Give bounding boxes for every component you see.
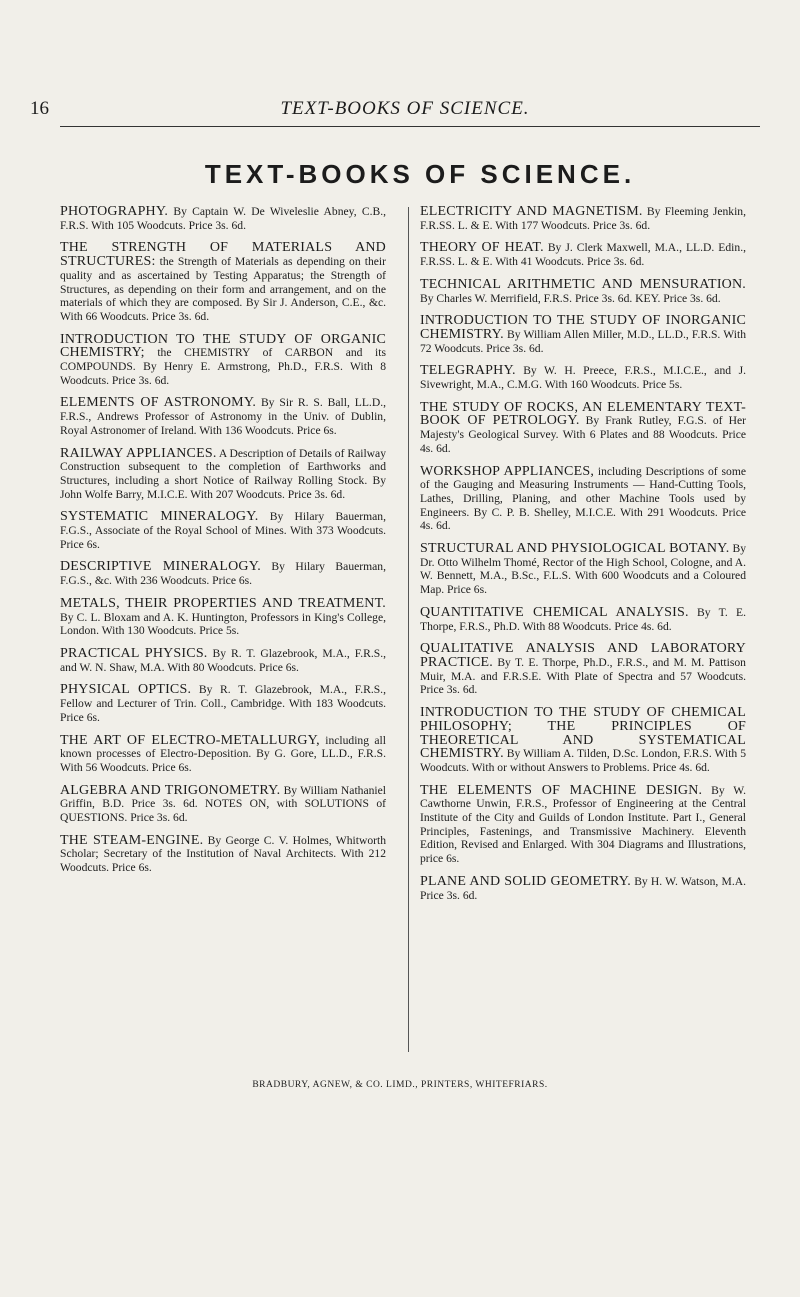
book-entry <box>420 606 746 633</box>
book-description: By Dr. Otto Wilhelm Thomé, Rector of the High School, Cologne, and A. W. Bennett, M.A., B.Sc., F.L.S. With 600 Woodcuts and a Coloured Map. Price 6s. <box>420 542 746 597</box>
book-description: A Description of Details of Railway Construction subsequent to the completion of Earthworks and Structures, including a short Notice of Railway Rolling Stock. By John Wolfe Barry, M.I.C.E. With 207 Woodcuts. Price 3s. 6d. <box>60 446 387 501</box>
book-entry <box>60 597 386 638</box>
book-title: QUANTITATIVE CHEMICAL ANALYSIS. <box>420 604 689 620</box>
book-title: ALGEBRA AND TRIGONOMETRY. <box>60 782 281 798</box>
book-description: By Charles W. Merrifield, F.R.S. Price 3s. 6d. KEY. Price 3s. 6d. <box>420 291 721 305</box>
book-description: By Captain W. De Wiveleslie Abney, C.B., F.R.S. With 105 Woodcuts. Price 3s. 6d. <box>60 205 387 232</box>
book-entry <box>60 734 386 775</box>
book-description: By W. H. Preece, F.R.S., M.I.C.E., and J. Sivewright, M.A., C.M.G. With 160 Woodcuts. Price 5s. <box>420 364 746 392</box>
book-title: METALS, THEIR PROPERTIES AND TREATMENT. <box>60 595 386 611</box>
book-title: ELEMENTS OF ASTRONOMY. <box>60 395 257 411</box>
book-description: By R. T. Glazebrook, M.A., F.R.S., Fellow and Lecturer of Trin. Coll., Cambridge. With 183 Woodcuts. Price 6s. <box>60 683 386 724</box>
book-title: QUALITATIVE ANALYSIS AND LABORATORY PRACTICE. <box>420 641 746 670</box>
left-column <box>60 205 386 884</box>
book-description: By H. W. Watson, M.A. Price 3s. 6d. <box>420 874 746 902</box>
book-description: including all known processes of Electro-Deposition. By G. Gore, LL.D., F.R.S. With 56 Woodcuts. Price 6s. <box>60 733 386 774</box>
book-entry <box>420 314 746 355</box>
book-entry <box>60 241 386 323</box>
page-header <box>30 98 780 128</box>
book-entry <box>60 333 386 388</box>
book-description: By Hilary Bauerman, F.G.S., Associate of the Royal School of Mines. With 373 Woodcuts. Price 6s. <box>60 510 386 551</box>
book-description: By C. L. Bloxam and A. K. Huntington, Professors in King's College, London. With 130 Woodcuts. Price 5s. <box>60 610 386 638</box>
book-title: PLANE AND SOLID GEOMETRY. <box>420 873 631 889</box>
book-title: THEORY OF HEAT. <box>420 240 544 256</box>
book-entry <box>420 706 746 775</box>
book-title: ELECTRICITY AND MAGNETISM. <box>420 204 643 219</box>
book-entry <box>420 542 746 597</box>
book-entry <box>420 465 746 534</box>
column-divider <box>408 207 409 1052</box>
book-title: INTRODUCTION TO THE STUDY OF INORGANIC CHEMISTRY. <box>420 313 746 342</box>
book-title: THE STRENGTH OF MATERIALS AND STRUCTURES: <box>60 240 386 270</box>
book-description: By W. Cawthorne Unwin, F.R.S., Professor of Engineering at the Central Institute of the City and Guilds of London Institute. Part I., General Principles, Fastenings, and Transmissive Machinery. Eleventh Edition, Revised and Enlarged. With 304 Diagrams and Illustrations, price 6s. <box>420 783 747 866</box>
printer-imprint: BRADBURY, AGNEW, & CO. LIMD., PRINTERS, WHITEFRIARS. <box>252 1080 548 1090</box>
book-description: the Strength of Materials as depending on their quality and as ascertained by Testing Apparatus; the Strength of Structures, as depending on their form and arrangement, and on the materials of which they are composed. By Sir J. Anderson, C.E., &c. With 66 Woodcuts. Price 3s. 6d. <box>60 255 386 323</box>
book-title: STRUCTURAL AND PHYSIOLOGICAL BOTANY. <box>420 541 730 557</box>
book-entry <box>420 642 746 697</box>
book-entry <box>60 396 386 437</box>
right-column <box>420 205 746 911</box>
book-title: TELEGRAPHY. <box>420 363 516 379</box>
book-title: WORKSHOP APPLIANCES, <box>420 463 595 479</box>
book-title: PRACTICAL PHYSICS. <box>60 645 208 661</box>
book-description: By R. T. Glazebrook, M.A., F.R.S., and W. N. Shaw, M.A. With 80 Woodcuts. Price 6s. <box>60 646 386 674</box>
book-title: PHYSICAL OPTICS. <box>60 682 192 698</box>
book-entry <box>60 784 386 825</box>
main-title: TEXT-BOOKS OF SCIENCE. <box>204 159 636 189</box>
book-entry <box>420 401 746 456</box>
book-entry <box>60 647 386 674</box>
book-title: INTRODUCTION TO THE STUDY OF ORGANIC CHEMISTRY; <box>60 331 386 361</box>
running-title: TEXT-BOOKS OF SCIENCE. <box>280 98 530 119</box>
page-number: 16 <box>30 98 49 119</box>
book-description: By George C. V. Holmes, Whitworth Scholar; Secretary of the Institution of Naval Architects. With 212 Woodcuts. Price 6s. <box>60 833 386 875</box>
book-description: the CHEMISTRY of CARBON and its COMPOUNDS. By Henry E. Armstrong, Ph.D., F.R.S. With 8 Woodcuts. Price 3s. 6d. <box>60 346 386 387</box>
book-entry <box>420 364 746 391</box>
book-title: TECHNICAL ARITHMETIC AND MENSURATION. <box>420 276 746 292</box>
book-title: INTRODUCTION TO THE STUDY OF CHEMICAL PHILOSOPHY; THE PRINCIPLES OF THEORETICAL AND SYSTEMATICAL CHEMISTRY. <box>420 705 746 762</box>
book-entry <box>420 278 746 305</box>
book-description: By Sir R. S. Ball, LL.D., F.R.S., Andrews Professor of Astronomy in the Univ. of Dublin, Royal Astronomer of Ireland. With 136 Woodcuts. Price 6s. <box>60 396 387 437</box>
book-description: By Frank Rutley, F.G.S. of Her Majesty's Geological Survey. With 6 Plates and 88 Woodcuts. Price 4s. 6d. <box>420 414 746 455</box>
book-title: RAILWAY APPLIANCES. <box>60 445 217 461</box>
book-description: By William A. Tilden, D.Sc. London, F.R.S. With 5 Woodcuts. With or without Answers to Problems. Price 4s. 6d. <box>420 747 746 774</box>
book-entry <box>60 560 386 587</box>
book-entry <box>60 683 386 724</box>
book-description: By T. E. Thorpe, F.R.S., Ph.D. With 88 Woodcuts. Price 4s. 6d. <box>420 605 747 633</box>
book-description: By J. Clerk Maxwell, M.A., LL.D. Edin., F.R.SS. L. & E. With 41 Woodcuts. Price 3s. 6d. <box>420 241 746 269</box>
header-rule <box>60 126 760 127</box>
book-title: THE STEAM-ENGINE. <box>60 832 204 848</box>
book-title: DESCRIPTIVE MINERALOGY. <box>60 559 261 575</box>
book-description: including Descriptions of some of the Gauging and Measuring Instruments — Hand-Cutting Tools, Lathes, Drilling, Planing, and other Machine Tools used by Engineers. By C. P. B. Shelley, M.I.C.E. With 291 Woodcuts. Price 4s. 6d. <box>420 464 746 533</box>
book-entry <box>420 241 746 268</box>
book-entry <box>60 205 386 232</box>
book-description: By Hilary Bauerman, F.G.S., &c. With 236 Woodcuts. Price 6s. <box>60 560 386 588</box>
book-title: SYSTEMATIC MINERALOGY. <box>60 509 259 525</box>
book-entry <box>60 510 386 551</box>
book-entry <box>420 784 746 866</box>
book-title: THE ART OF ELECTRO-METALLURGY, <box>60 732 320 748</box>
book-entry <box>420 875 746 902</box>
book-description: By T. E. Thorpe, Ph.D., F.R.S., and M. M. Pattison Muir, M.A. and F.R.S.E. With Plate of Spectra and 57 Woodcuts. Price 3s. 6d. <box>420 655 746 697</box>
book-title: PHOTOGRAPHY. <box>60 204 169 219</box>
book-entry <box>420 205 746 232</box>
book-title: THE STUDY OF ROCKS, AN ELEMENTARY TEXT-BOOK OF PETROLOGY. <box>420 399 746 429</box>
book-description: By Fleeming Jenkin, F.R.SS. L. & E. With 177 Woodcuts. Price 3s. 6d. <box>420 205 746 232</box>
book-title: THE ELEMENTS OF MACHINE DESIGN. <box>420 782 703 798</box>
book-entry <box>60 447 386 502</box>
book-entry <box>60 834 386 875</box>
book-description: By William Allen Miller, M.D., LL.D., F.R.S. With 72 Woodcuts. Price 3s. 6d. <box>420 327 746 355</box>
book-description: By William Nathaniel Griffin, B.D. Price 3s. 6d. NOTES ON, with SOLUTIONS of QUESTIONS. Price 3s. 6d. <box>60 783 386 825</box>
